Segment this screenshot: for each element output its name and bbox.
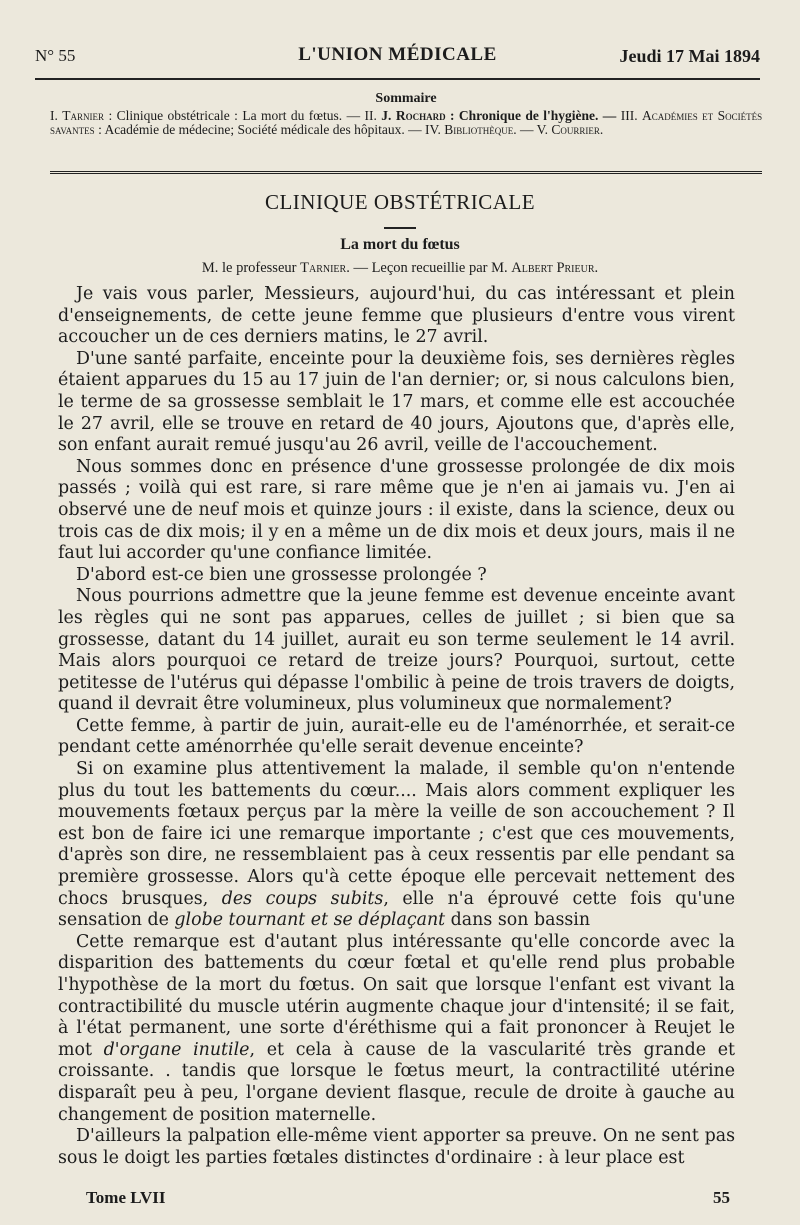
toc-entry-author: J. Rochard: [381, 108, 446, 123]
paragraph: D'abord est-ce bien une grossesse prolongée ?: [76, 564, 487, 585]
journal-title: L'UNION MÉDICALE: [298, 44, 497, 65]
toc-title: Sommaire: [375, 91, 437, 106]
paragraph: [58, 932, 735, 1126]
paragraph-text: , elle n'a éprouvé cette fois qu'une sensation de: [58, 888, 736, 931]
paragraph-text: Cette remarque est d'autant plus intéressante qu'elle concorde avec la disparition des battements du cœur fœtal et qu'elle rend plus probable l'hypothèse de la mort du fœtus. On sait que lorsque l'enfant est vivant la contractibilité du muscle utérin augmente chaque jour d'intensité; il se fait, à l'état permanent, une sorte d'éréthisme qui a fait prononcer à Reujet le mot: [58, 931, 735, 1060]
issue-number: N° 55: [35, 46, 76, 65]
article-byline: [0, 260, 800, 277]
article-title: La mort du fœtus: [340, 236, 460, 253]
toc-entry-author: Tarnier: [62, 108, 105, 123]
byline-end: .: [594, 260, 599, 276]
paragraph-text: Si on examine plus attentivement la malade, il semble qu'on n'entende plus du tout les battements du cœur.... Mais alors comment expliquer les mouvements fœtaux perçus par la mère la veille de son accouchement ? Il est bon de faire ici une remarque importante ; c'est que ces mouvements, d'après son dire, ne ressemblaient pas à ceux ressentis par elle pendant sa première grossesse. Alors qu'à cette époque elle percevait nettement des chocs brusques,: [58, 759, 735, 909]
page-number: 55: [713, 1188, 730, 1207]
toc-entry-number: V.: [536, 122, 548, 137]
paragraph: D'ailleurs la palpation elle-même vient apporter sa preuve. On ne sent pas sous le doigt les parties fœtales distinctes d'ordinaire : à leur place est: [58, 1126, 735, 1168]
paragraph: Nous pourrions admettre que la jeune femme est devenue enceinte avant les règles qui ne sont pas apparues, celles de juillet ; si bien que sa grossesse, datant du 14 juillet, aurait eu son terme seulement le 14 avril. Mais alors pourquoi ce retard de treize jours? Pourquoi, surtout, cette petitesse de l'utérus qui dépasse l'ombilic à peine de trois travers de doigts, quand il devrait être volumineux, plus volumineux que normalement?: [58, 586, 735, 715]
toc-double-rule: [50, 171, 762, 177]
volume-label: Tome LVII: [86, 1188, 166, 1207]
header-rule: [35, 78, 760, 80]
italic-phrase: globe tournant et se déplaçant: [174, 910, 446, 931]
table-of-contents: [50, 92, 762, 137]
toc-entries: [50, 109, 762, 137]
byline-reporter: Albert Prieur: [511, 260, 595, 276]
section-title: CLINIQUE OBSTÉTRICALE: [264, 190, 536, 214]
toc-entry-section: Courrier.: [551, 122, 604, 137]
byline-middle: . — Leçon recueillie par M.: [346, 260, 508, 276]
paragraph: [58, 759, 735, 932]
byline-author: Tarnier: [300, 260, 347, 276]
toc-entry-section: Bibliothèque.: [444, 122, 517, 137]
toc-entry-text: : Chronique de l'hygiène. —: [450, 108, 617, 123]
paragraph: Je vais vous parler, Messieurs, aujourd'hui, du cas intéressant et plein d'enseignements, de cette jeune femme que plusieurs d'entre vous virent accoucher un de ces derniers matins, le 27 avril.: [58, 284, 735, 348]
paragraph: Nous sommes donc en présence d'une grossesse prolongée de dix mois passés ; voilà qui est rare, si rare même que je n'en ai jamais vu. J'en ai observé une de neuf mois et quinze jours : il existe, dans la science, deux ou trois cas de dix mois; il y en a même un de dix mois et deux jours, mais il ne faut lui accorder qu'une confiance limitée.: [58, 456, 735, 564]
toc-entry-number: IV.: [424, 122, 441, 137]
toc-entry-number: III.: [620, 108, 638, 123]
toc-entry-text: : Clinique obstétricale : La mort du fœtus. —: [108, 108, 361, 123]
page-header: [35, 40, 760, 76]
toc-entry-text: : Académie de médecine; Société médicale des hôpitaux. —: [98, 122, 422, 137]
toc-entry-section: Académies et Sociétés savantes: [50, 108, 763, 137]
issue-date: Jeudi 17 Mai 1894: [619, 46, 760, 66]
toc-entry-number: II.: [364, 108, 377, 123]
italic-phrase: d'organe inutile: [103, 1039, 250, 1060]
byline-prefix: M. le professeur: [201, 260, 297, 276]
paragraph: Cette femme, à partir de juin, aurait-elle eu de l'aménorrhée, et serait-ce pendant cette aménorrhée qu'elle serait devenue enceinte?: [58, 715, 735, 758]
paragraph: D'une santé parfaite, enceinte pour la deuxième fois, ses dernières règles étaient apparues du 15 au 17 juin de l'an dernier; or, si nous calculons bien, le terme de sa grossesse semblait le 17 mars, et comme elle est accouchée le 27 avril, elle se trouve en retard de 40 jours, Ajoutons que, d'après elle, son enfant aurait remué jusqu'au 26 avril, veille de l'accouchement.: [58, 348, 735, 456]
italic-phrase: des coups subits: [221, 888, 384, 909]
paragraph-text: , et cela à cause de la vascularité très grande et croissante. . tandis que lorsque le fœtus meurt, la contractilité utérine disparaît peu à peu, l'organe devient flasque, recule de droite à gauche au changement de position maternelle.: [58, 1039, 735, 1125]
paragraph-text: dans son bassin: [450, 910, 591, 931]
toc-entry-number: I.: [50, 108, 58, 123]
toc-separator: —: [519, 122, 534, 137]
article-body: [58, 284, 735, 1169]
title-divider: [384, 227, 416, 229]
